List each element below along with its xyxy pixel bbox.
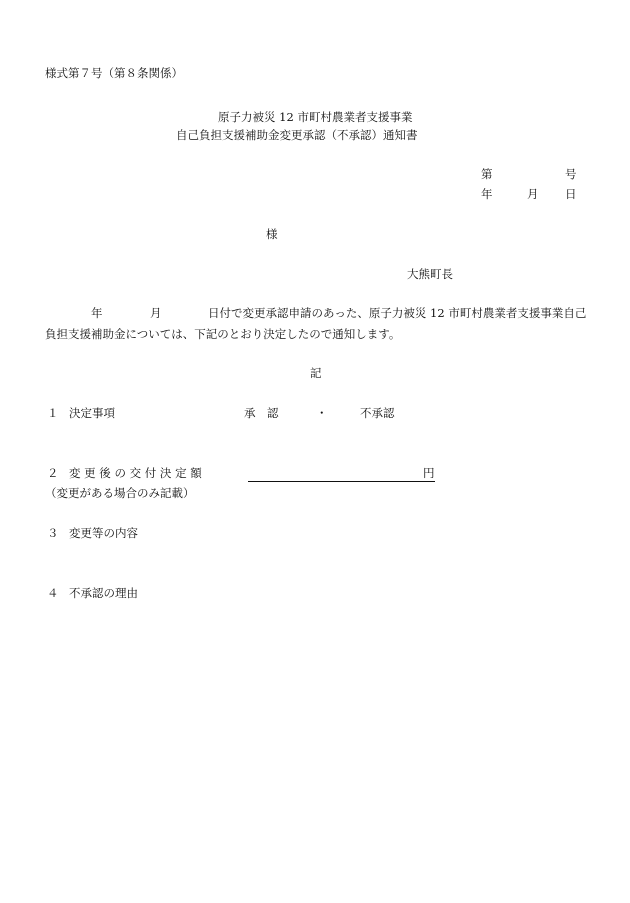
body-line1: 日付で変更承認申請のあった、原子力被災 12 市町村農業者支援事業自己	[208, 306, 587, 320]
date-year: 年	[481, 187, 493, 201]
date-day: 日	[565, 187, 577, 201]
form-number: 様式第７号（第８条関係）	[45, 66, 183, 80]
item2-note: （変更がある場合のみ記載）	[45, 486, 195, 500]
ki-heading: 記	[310, 366, 322, 380]
amount-underline	[248, 481, 435, 482]
item3-number: ３	[47, 526, 59, 540]
document-title-line1: 原子力被災 12 市町村農業者支援事業	[218, 110, 413, 124]
doc-number-suffix: 号	[565, 167, 577, 181]
doc-number-prefix: 第	[481, 167, 493, 181]
item1-option-approve: 承 認	[244, 406, 279, 420]
item4-number: ４	[47, 586, 59, 600]
addressee-honorific: 様	[266, 227, 278, 241]
body-line2: 負担支援補助金については、下記のとおり決定したので通知します。	[45, 327, 401, 341]
body-month: 月	[150, 306, 162, 320]
item1-number: １	[47, 406, 59, 420]
issuer-name: 大熊町長	[407, 267, 453, 281]
item4-label: 不承認の理由	[69, 586, 138, 600]
item2-number: ２	[47, 466, 59, 480]
item1-label: 決定事項	[69, 406, 115, 420]
item1-separator: ・	[316, 406, 328, 420]
item2-unit: 円	[423, 466, 435, 480]
body-year: 年	[91, 306, 103, 320]
item2-label: 変 更 後 の 交 付 決 定 額	[69, 466, 202, 480]
item3-label: 変更等の内容	[69, 526, 138, 540]
date-month: 月	[527, 187, 539, 201]
document-title-line2: 自己負担支援補助金変更承認（不承認）通知書	[176, 128, 418, 142]
item1-option-reject: 不承認	[360, 406, 395, 420]
